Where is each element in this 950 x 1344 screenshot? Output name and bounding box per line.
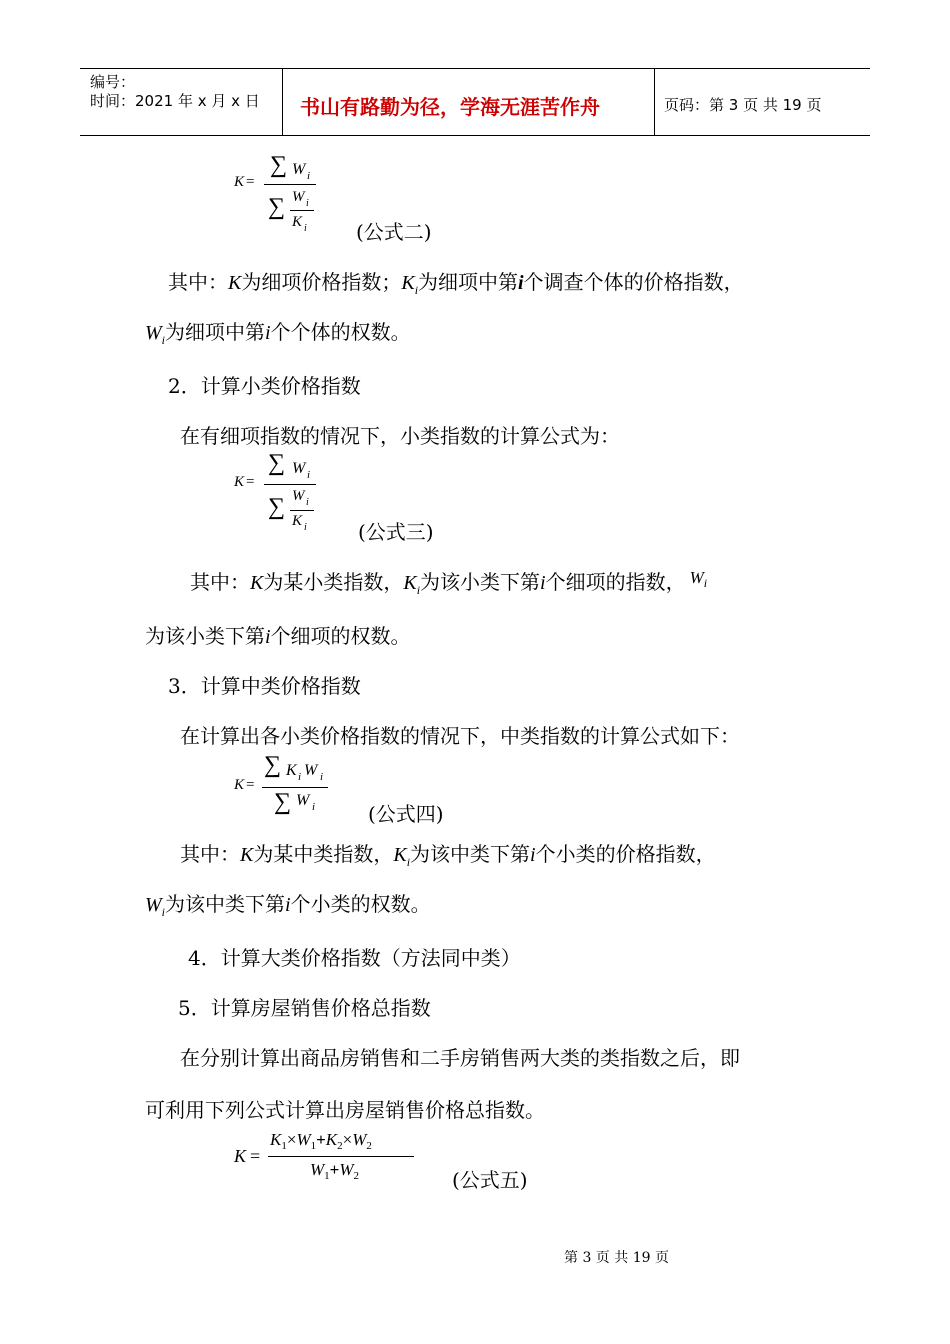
symbol-i: i	[285, 894, 291, 916]
definition-line	[180, 838, 716, 870]
symbol-sub-i: i	[161, 905, 166, 919]
header-page-label: 页码：第 3 页 共 19 页	[664, 96, 822, 114]
symbol-sub-i: i	[703, 576, 708, 590]
section-heading: 4．计算大类价格指数（方法同中类）	[188, 946, 521, 970]
symbol-k: K	[403, 572, 417, 594]
formula-sub-2: 2	[353, 1170, 360, 1182]
formula-w: W	[352, 1130, 367, 1149]
definition-text: 个调查个体的价格指数，	[523, 270, 744, 294]
plus-sign: +	[329, 1160, 340, 1179]
formula-sub-i: i	[312, 801, 316, 813]
formula-sub-i: i	[306, 198, 309, 209]
fraction-bar	[262, 787, 328, 788]
symbol-k: K	[240, 844, 254, 866]
formula-tag: (公式四)	[368, 802, 444, 826]
sum-symbol: ∑	[268, 494, 286, 520]
formula-w: W	[339, 1160, 354, 1179]
definition-text: 个个体的权数。	[270, 320, 411, 344]
formula-sub-i: i	[304, 522, 307, 533]
formula-tag: (公式二)	[356, 220, 432, 244]
formula-sub-1: 1	[310, 1140, 317, 1152]
definition-text: 为细项中第	[418, 270, 519, 294]
symbol-w: W	[689, 568, 704, 587]
definition-text: 为该小类下第	[420, 570, 541, 594]
body-paragraph-line: 在分别计算出商品房销售和二手房销售两大类的类指数之后，即	[180, 1046, 740, 1070]
fraction-bar	[264, 484, 316, 485]
fraction-bar	[290, 210, 314, 211]
symbol-i: i	[518, 272, 524, 294]
formula-w: W	[304, 762, 318, 779]
formula-sub-1: 1	[324, 1170, 330, 1182]
sum-symbol: ∑	[268, 194, 286, 220]
formula-w: W	[292, 488, 305, 504]
fraction-bar	[264, 184, 316, 185]
formula-k: K	[292, 214, 303, 230]
definition-prefix: 其中：	[180, 842, 240, 866]
formula-sub-i: i	[306, 497, 309, 508]
header-motto: 书山有路勤为径，学海无涯苦作舟	[300, 95, 600, 119]
definition-text: 个细项的权数。	[270, 624, 411, 648]
definition-line	[190, 566, 707, 598]
header-time-label: 时间：2021 年 x 月 x 日	[90, 92, 260, 110]
symbol-k: K	[393, 844, 407, 866]
formula-k: K	[286, 762, 297, 779]
formula-k: K	[325, 1130, 338, 1149]
header-top-rule	[80, 68, 870, 69]
formula-k: K	[292, 513, 303, 529]
definition-line	[168, 266, 744, 298]
header-number-label: 编号：	[90, 73, 136, 91]
formula-w: W	[292, 161, 306, 178]
symbol-sub-i: i	[406, 855, 411, 869]
definition-line	[145, 888, 431, 920]
definition-text: 为某中类指数，	[253, 842, 394, 866]
formula-sub-i: i	[298, 771, 302, 783]
symbol-k: K	[250, 572, 264, 594]
sum-symbol: ∑	[274, 789, 292, 815]
header-divider-left	[282, 69, 283, 135]
definition-text: 为该中类下第	[165, 892, 286, 916]
symbol-w: W	[145, 894, 162, 916]
definition-text: 个小类的价格指数，	[535, 842, 716, 866]
definition-line	[145, 316, 411, 348]
formula-w: W	[292, 189, 305, 205]
definition-text: 为该中类下第	[410, 842, 531, 866]
sum-symbol: ∑	[268, 450, 286, 476]
formula-w: W	[310, 1160, 325, 1179]
definition-prefix: 其中：	[168, 270, 228, 294]
definition-prefix: 其中：	[190, 570, 250, 594]
symbol-k: K	[401, 272, 415, 294]
section-heading: 3．计算中类价格指数	[168, 674, 361, 698]
formula-tag: (公式三)	[358, 520, 434, 544]
plus-sign: +	[316, 1130, 326, 1149]
definition-text: 个小类的权数。	[290, 892, 431, 916]
formula-sub-1: 1	[281, 1140, 287, 1152]
formula-sub-i: i	[307, 170, 311, 182]
sum-symbol: ∑	[270, 152, 288, 178]
formula-w: W	[296, 1130, 311, 1149]
formula-k: K	[270, 1130, 282, 1149]
formula-sub-2: 2	[366, 1140, 372, 1152]
formula-k: K	[234, 174, 245, 190]
header-divider-right	[654, 69, 655, 135]
body-paragraph-line: 可利用下列公式计算出房屋销售价格总指数。	[145, 1098, 545, 1122]
section-heading: 5．计算房屋销售价格总指数	[178, 996, 431, 1020]
definition-text: 为某小类指数，	[263, 570, 404, 594]
formula-sub-i: i	[320, 771, 324, 783]
times-sign: ×	[286, 1130, 297, 1149]
times-sign: ×	[342, 1130, 353, 1149]
formula-numerator	[270, 1130, 372, 1152]
symbol-w: W	[145, 322, 162, 344]
definition-text: 个细项的指数，	[545, 570, 686, 594]
formula-tag: (公式五)	[452, 1168, 528, 1192]
header-bottom-rule	[80, 135, 870, 136]
definition-text: 为该小类下第	[145, 624, 265, 648]
symbol-i: i	[265, 322, 271, 344]
definition-text: 为细项价格指数；	[241, 270, 402, 294]
symbol-k: K	[228, 272, 242, 294]
fraction-bar	[268, 1156, 414, 1157]
formula-k: K	[234, 777, 245, 793]
formula-w: W	[296, 792, 310, 809]
formula-equals: =	[250, 1146, 261, 1166]
formula-k: K	[234, 474, 245, 490]
formula-equals: =	[246, 777, 255, 793]
formula-sub-2: 2	[337, 1140, 343, 1152]
section-intro: 在计算出各小类价格指数的情况下，中类指数的计算公式如下：	[180, 724, 740, 748]
formula-sub-i: i	[304, 223, 307, 234]
symbol-sub-i: i	[414, 283, 419, 297]
symbol-sub-i: i	[416, 583, 421, 597]
formula-k: K	[234, 1146, 247, 1166]
definition-text: 为细项中第	[165, 320, 266, 344]
formula-denominator	[310, 1160, 359, 1182]
formula-w: W	[292, 460, 306, 477]
symbol-i: i	[265, 626, 271, 648]
definition-line	[145, 620, 411, 649]
symbol-i: i	[540, 572, 546, 594]
sum-symbol: ∑	[264, 752, 282, 778]
formula-sub-i: i	[307, 469, 311, 481]
symbol-i: i	[530, 844, 536, 866]
symbol-sub-i: i	[161, 333, 166, 347]
formula-equals: =	[246, 474, 255, 490]
section-heading: 2．计算小类价格指数	[168, 374, 361, 398]
section-intro: 在有细项指数的情况下，小类指数的计算公式为：	[180, 424, 620, 448]
page-footer: 第 3 页 共 19 页	[564, 1250, 669, 1266]
formula-equals: =	[246, 174, 255, 190]
fraction-bar	[290, 510, 314, 511]
